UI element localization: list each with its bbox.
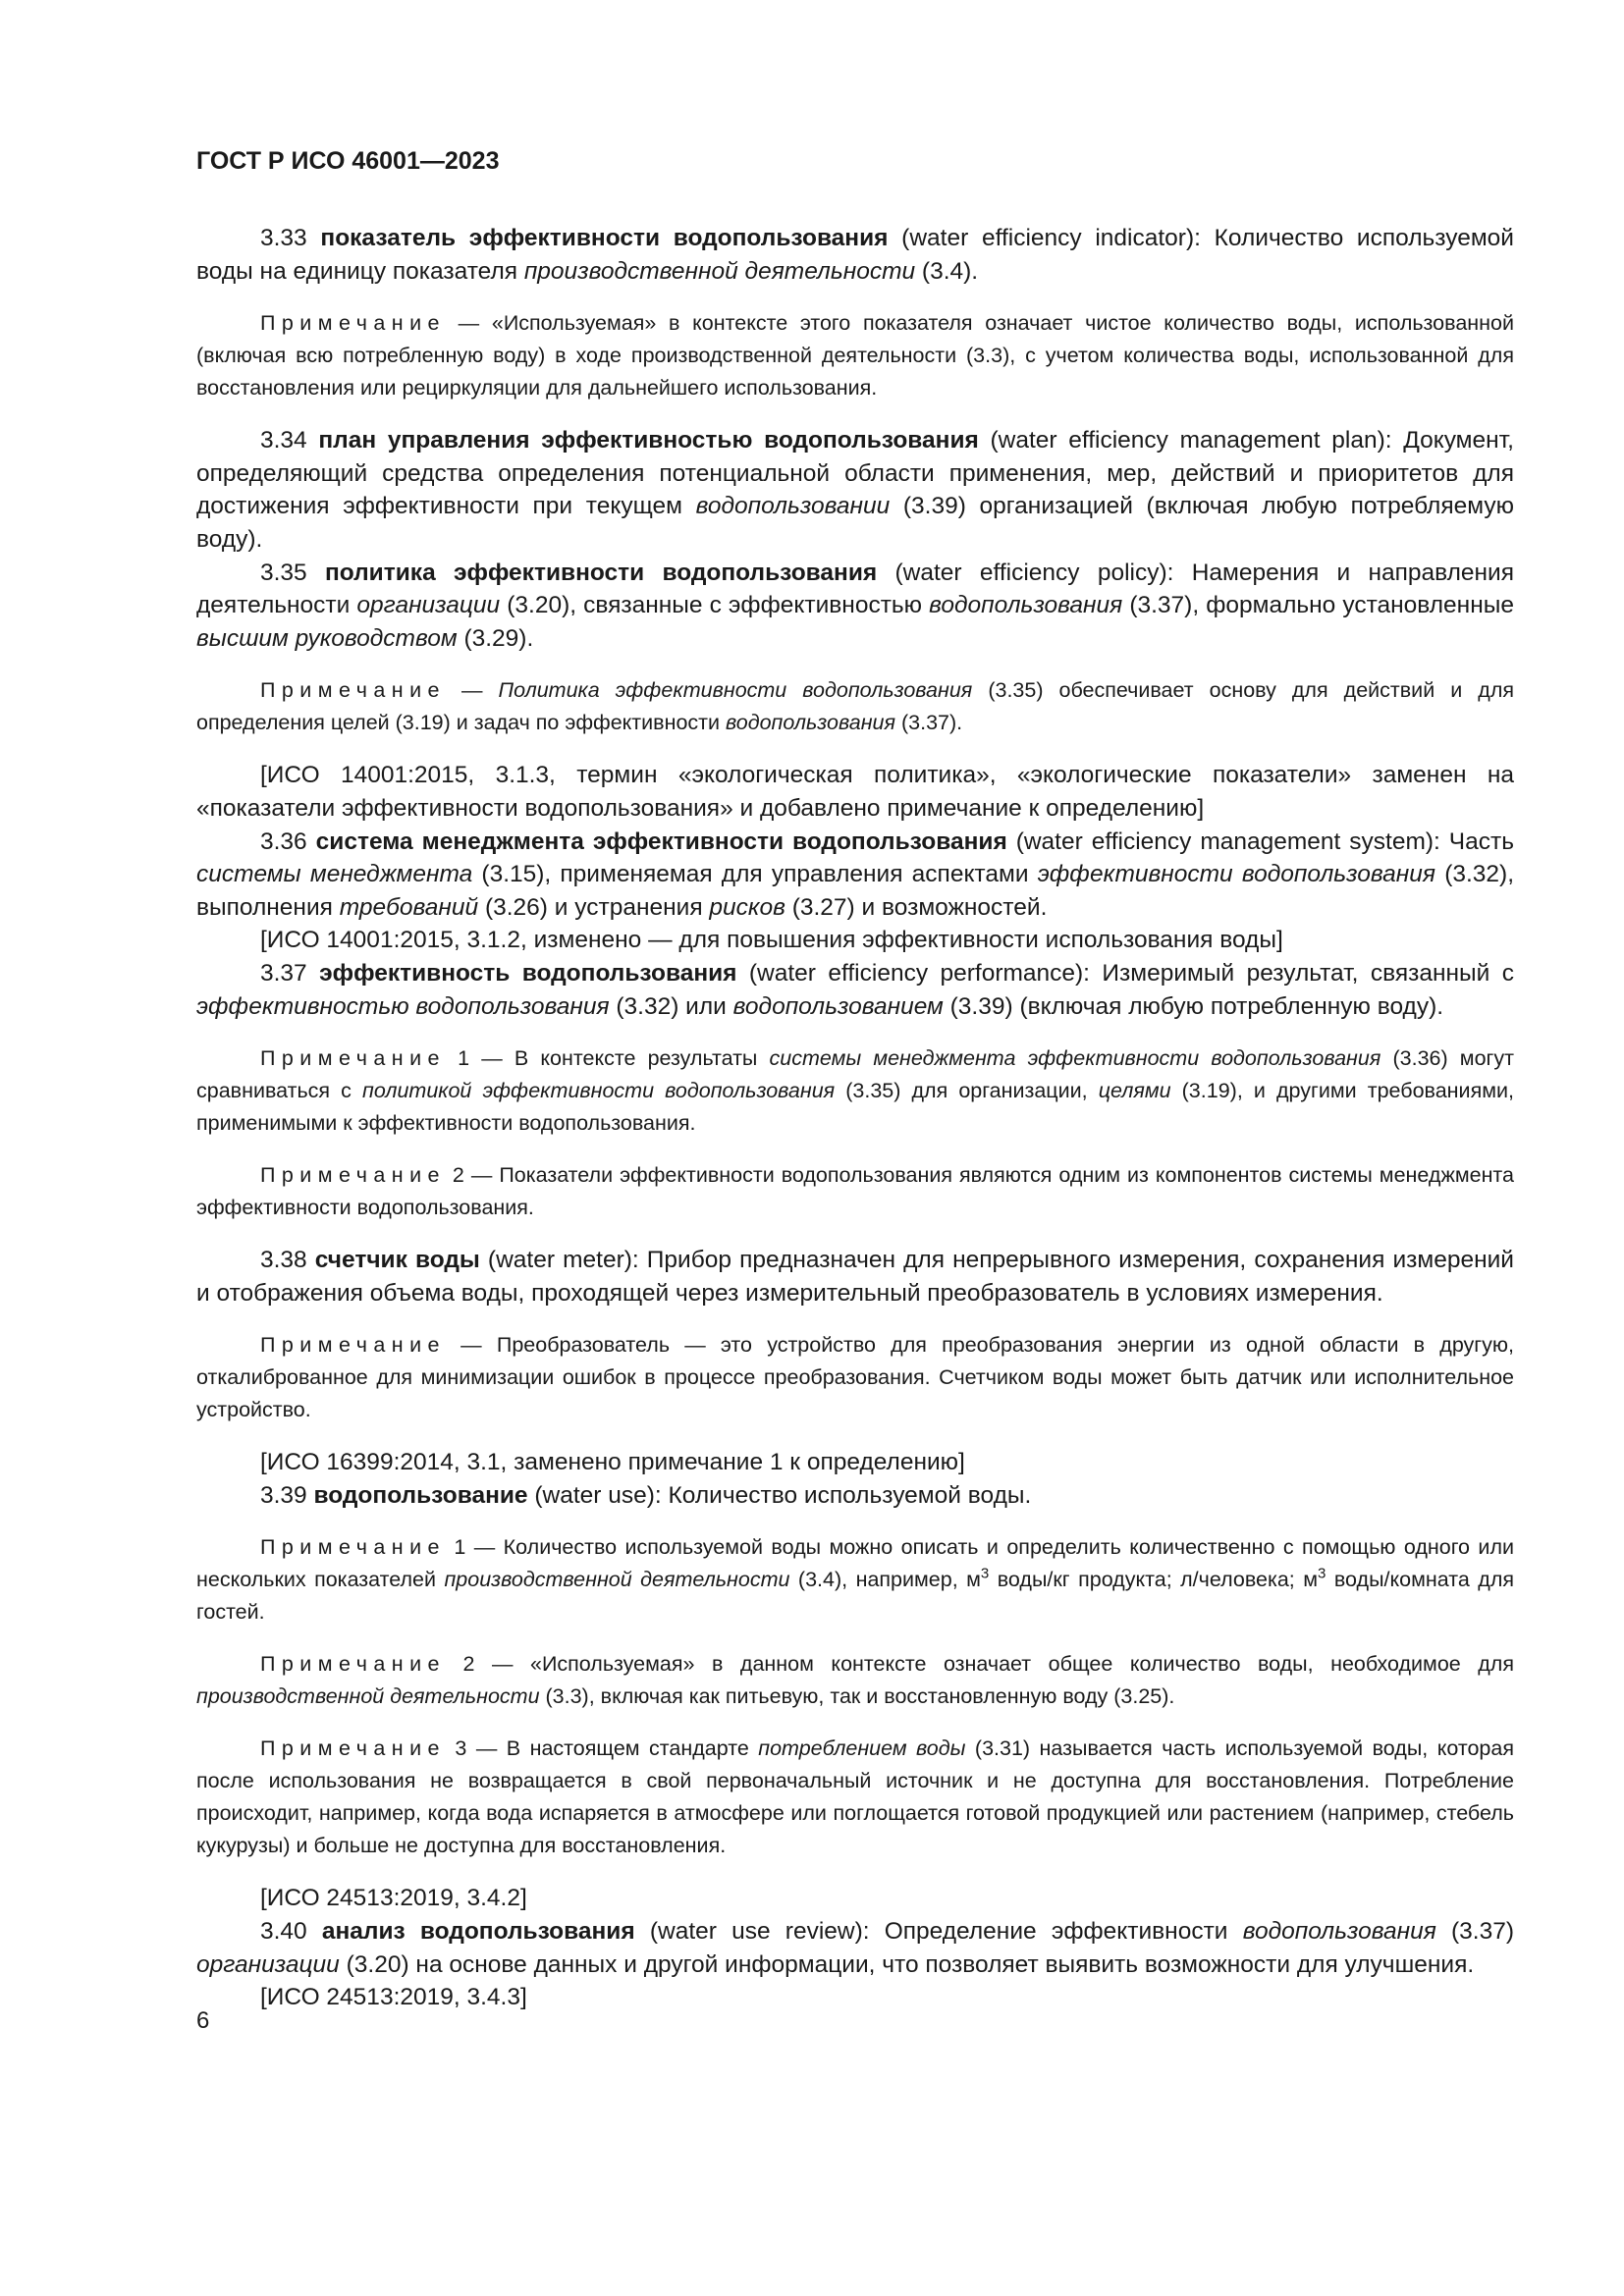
term-reference: эффективности водопользования — [1037, 861, 1435, 888]
term-reference: водопользования — [1242, 1918, 1436, 1946]
text-run: — Преобразователь — это устройство для преобразования энергии из одной области в другую, откалиброванное для минимизации ошибок в процессе преобразования. Счетчиком воды может быть датчик или исполнительное устройство. — [196, 1333, 1514, 1422]
text-run: (3.37), формально установленные — [1122, 592, 1514, 619]
term: план управления эффективностью водопользования — [318, 427, 979, 454]
text-run: (3.37) — [1435, 1918, 1514, 1946]
text-run: (water use): Количество используемой воды. — [527, 1481, 1032, 1509]
term-reference: водопользования — [929, 592, 1123, 619]
text-run: — — [445, 678, 499, 703]
text-run: (water meter): Прибор предназначен для непрерывного измерения, сохранения измерений и отображения объема воды, проходящей через измерительный преобразователь в условиях измерения. — [196, 1247, 1514, 1307]
text-run: (3.36) могут сравниваться с — [196, 1046, 1514, 1103]
text-run: (3.4), например, м — [789, 1568, 981, 1592]
note-paragraph — [196, 674, 1514, 739]
term-reference: эффективностью водопользования — [196, 992, 610, 1020]
text-run: (3.20) на основе данных и другой информации, что позволяет выявить возможности для улучшения. — [339, 1950, 1475, 1978]
text-run: 1 — Количество используемой воды можно описать и определить количественно с помощью одного или нескольких показателей — [196, 1535, 1514, 1592]
superscript: 3 — [1318, 1566, 1326, 1583]
note-paragraph — [196, 1042, 1514, 1140]
text-run: (3.3), включая как питьевую, так и восстановленную воду (3.25). — [539, 1684, 1175, 1709]
text-run: [ИСО 24513:2019, 3.4.2] — [260, 1885, 527, 1912]
text-run: 1 — В контексте результаты — [445, 1046, 770, 1071]
text-run: 3.37 — [260, 959, 320, 987]
text-run: (3.31) называется часть используемой воды, которая после использования не возвращается в свой первоначальный источник и не доступна для восстановления. Потребление происходит, например, когда вода испаряется в атмосфере или поглощается готовой продукцией или растением (например, стебель кукурузы) и больше не доступна для восстановления. — [196, 1736, 1514, 1858]
paragraph — [196, 1915, 1514, 1981]
text-run: (water use review): Определение эффективности — [634, 1918, 1243, 1946]
page-number: 6 — [196, 2007, 210, 2034]
note-label: Примечание — [260, 311, 446, 336]
text-run: 2 — Показатели эффективности водопользования являются одним из компонентов системы менеджмента эффективности водопользования. — [196, 1163, 1514, 1220]
text-run: (3.35) для организации, — [835, 1079, 1099, 1103]
text-run: (3.35) обеспечивает основу для действий и для определения целей (3.19) и задач по эффективности — [196, 678, 1515, 735]
paragraph — [196, 424, 1514, 556]
paragraph — [196, 1479, 1514, 1513]
paragraph — [196, 1981, 1514, 2014]
paragraph — [196, 957, 1514, 1023]
text-run: (water efficiency management system): Часть — [1006, 828, 1514, 855]
paragraph — [196, 826, 1514, 925]
document-page — [196, 147, 1514, 2014]
text-run: 3 — В настоящем стандарте — [445, 1736, 759, 1761]
text-run: — «Используемая» в контексте этого показателя означает чистое количество воды, использованной (включая всю потребленную воду) в ходе производственной деятельности (3.3), с учетом количества воды, использованной для восстановления или рециркуляции для дальнейшего использования. — [196, 311, 1514, 400]
text-run: (3.37). — [895, 711, 963, 735]
text-run: (water efficiency indicator): Количество используемой воды на единицу показателя — [196, 225, 1514, 285]
term-reference: политикой эффективности водопользования — [362, 1079, 836, 1103]
document-header: ГОСТ Р ИСО 46001—2023 — [196, 147, 500, 175]
note-label: Примечание — [260, 1535, 446, 1560]
text-run: 2 — «Используемая» в данном контексте означает общее количество воды, необходимое для — [445, 1652, 1514, 1677]
text-run: [ИСО 16399:2014, 3.1, заменено примечание 1 к определению] — [260, 1449, 965, 1476]
term-reference: водопользованием — [732, 992, 944, 1020]
term-reference: системы менеджмента — [196, 861, 473, 888]
note-label: Примечание — [260, 1736, 446, 1761]
text-run: (3.26) и устранения — [478, 893, 710, 921]
text-run: (3.4). — [915, 257, 979, 285]
paragraph — [196, 759, 1514, 825]
note-label: Примечание — [260, 1333, 446, 1358]
text-run: (water efficiency performance): Измеримый результат, связанный с — [736, 959, 1515, 987]
text-run: (3.29). — [457, 624, 534, 652]
note-paragraph — [196, 1531, 1514, 1629]
text-run: [ИСО 14001:2015, 3.1.2, изменено — для повышения эффективности использования воды] — [260, 927, 1283, 954]
text-run: (3.20), связанные с эффективностью — [500, 592, 930, 619]
term: политика эффективности водопользования — [324, 559, 878, 586]
note-paragraph — [196, 1733, 1514, 1862]
text-run: 3.38 — [260, 1247, 315, 1274]
text-run: [ИСО 14001:2015, 3.1.3, термин «экологическая политика», «экологические показатели» заменен на «показатели эффективности водопользования» и добавлено примечание к определению] — [196, 762, 1514, 822]
term: эффективность водопользования — [319, 959, 737, 987]
term-reference: высшим руководством — [196, 624, 458, 652]
term-reference: Политика эффективности водопользования — [498, 678, 973, 703]
text-run: воды/кг продукта; л/человека; м — [989, 1568, 1319, 1592]
term: показатель эффективности водопользования — [320, 225, 889, 251]
note-paragraph — [196, 1648, 1514, 1713]
term-reference: потреблением воды — [758, 1736, 966, 1761]
text-run: 3.40 — [260, 1918, 322, 1946]
text-run: (3.32), выполнения — [196, 861, 1514, 921]
text-run: воды/комната для гостей. — [196, 1568, 1515, 1625]
text-run: (3.15), применяемая для управления аспектами — [472, 861, 1038, 888]
text-run: 3.36 — [260, 828, 316, 855]
term-reference: системы менеджмента эффективности водопользования — [769, 1046, 1381, 1071]
note-label: Примечание — [260, 678, 446, 703]
text-run: (water efficiency policy): Намерения и направления деятельности — [196, 559, 1514, 619]
paragraph — [196, 557, 1514, 656]
term-reference: водопользования — [726, 711, 895, 735]
text-run: 3.34 — [260, 427, 319, 454]
text-run: (water efficiency management plan): Документ, определяющий средства определения потенциальной области применения, мер, действий и приоритетов для достижения эффективности при текущем — [196, 427, 1514, 520]
term-reference: рисков — [709, 893, 785, 921]
note-paragraph — [196, 1329, 1514, 1426]
term: система менеджмента эффективности водопользования — [315, 828, 1007, 855]
paragraph — [196, 924, 1514, 957]
term-reference: производственной деятельности — [196, 1684, 540, 1709]
text-run: [ИСО 24513:2019, 3.4.3] — [260, 1984, 527, 2011]
text-run: (3.32) или — [609, 992, 733, 1020]
paragraph — [196, 1882, 1514, 1915]
paragraph — [196, 222, 1514, 288]
text-run: (3.39) (включая любую потребленную воду). — [943, 992, 1444, 1020]
term: анализ водопользования — [321, 1918, 635, 1946]
term-reference: производственной деятельности — [444, 1568, 790, 1592]
term-reference: организации — [356, 592, 501, 619]
text-run: (3.39) организацией (включая любую потребляемую воду). — [196, 493, 1514, 553]
term-reference: требований — [339, 893, 479, 921]
text-run: 3.33 — [260, 225, 321, 251]
superscript: 3 — [980, 1566, 990, 1583]
note-label: Примечание — [260, 1046, 446, 1071]
note-label: Примечание — [260, 1163, 446, 1188]
term-reference: производственной деятельности — [523, 257, 916, 285]
term: счетчик воды — [314, 1247, 480, 1274]
text-run: 3.35 — [260, 559, 325, 586]
paragraph — [196, 1446, 1514, 1479]
term-reference: водопользовании — [695, 493, 891, 520]
paragraph — [196, 1244, 1514, 1309]
note-label: Примечание — [260, 1652, 446, 1677]
text-run: (3.27) и возможностей. — [785, 893, 1048, 921]
text-run: 3.39 — [260, 1481, 314, 1509]
term-reference: организации — [196, 1950, 340, 1978]
note-paragraph — [196, 1159, 1514, 1224]
text-run: (3.19), и другими требованиями, применимыми к эффективности водопользования. — [196, 1079, 1514, 1136]
term: водопользование — [313, 1481, 528, 1509]
note-paragraph — [196, 307, 1514, 404]
document-body — [196, 222, 1514, 2014]
term-reference: целями — [1098, 1079, 1171, 1103]
